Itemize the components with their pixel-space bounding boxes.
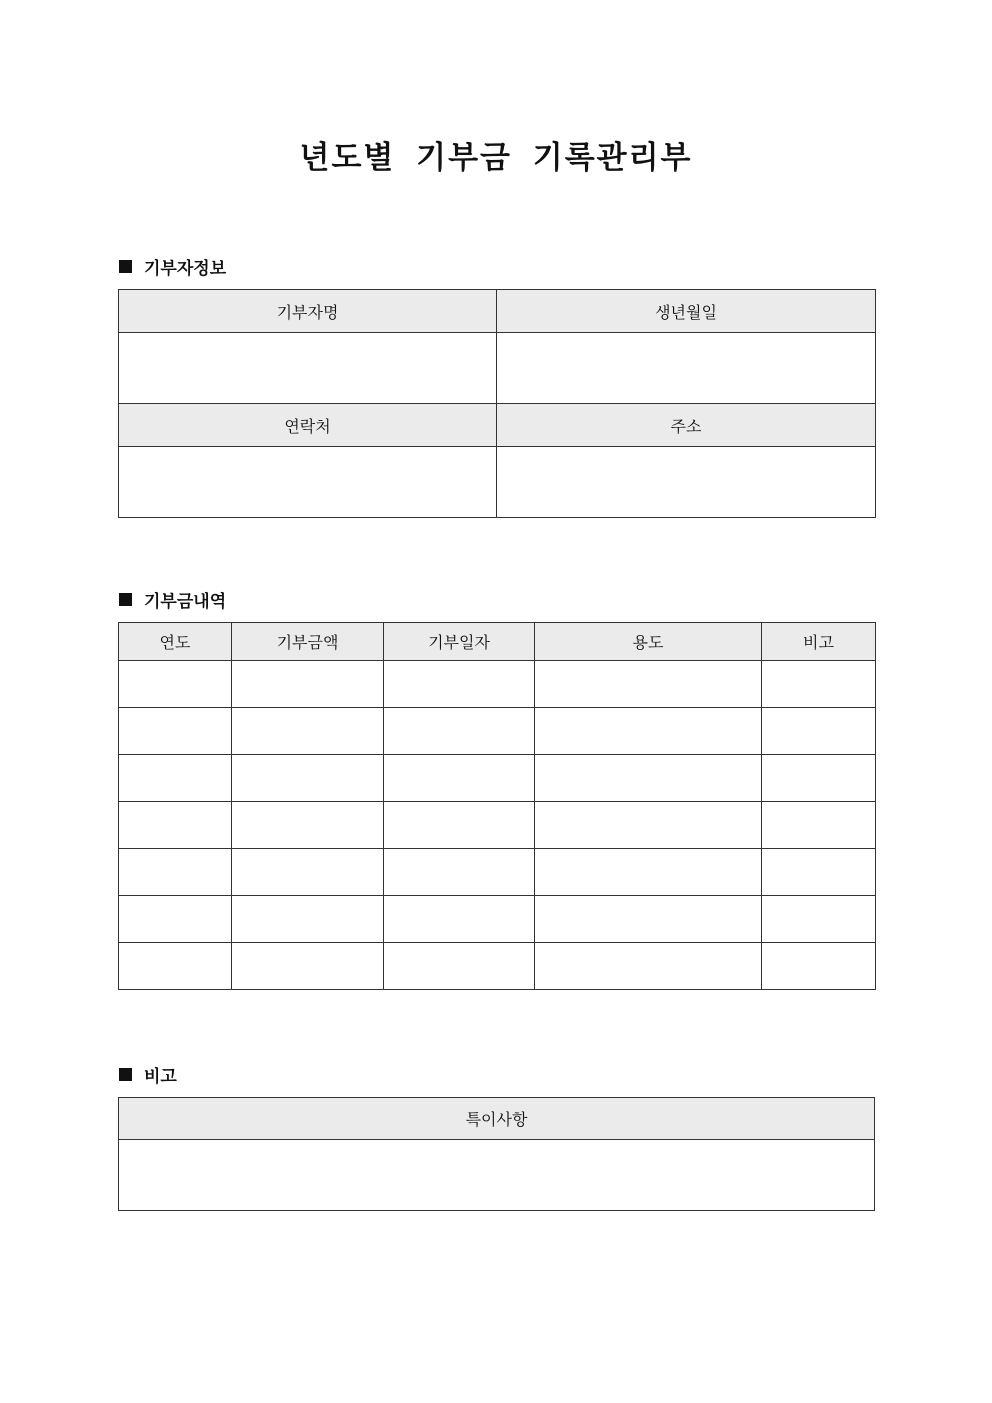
square-bullet-icon	[119, 593, 132, 606]
date-cell[interactable]	[384, 708, 535, 755]
year-cell[interactable]	[119, 802, 232, 849]
table-row	[119, 802, 876, 849]
amount-cell[interactable]	[232, 755, 384, 802]
year-cell[interactable]	[119, 661, 232, 708]
column-header-year: 연도	[119, 623, 232, 661]
purpose-cell[interactable]	[535, 708, 762, 755]
purpose-cell[interactable]	[535, 849, 762, 896]
note-cell[interactable]	[762, 896, 876, 943]
note-cell[interactable]	[762, 849, 876, 896]
year-cell[interactable]	[119, 896, 232, 943]
note-cell[interactable]	[762, 708, 876, 755]
table-row	[119, 943, 876, 990]
square-bullet-icon	[119, 1068, 132, 1081]
purpose-cell[interactable]	[535, 661, 762, 708]
square-bullet-icon	[119, 260, 132, 273]
table-row	[119, 661, 876, 708]
purpose-cell[interactable]	[535, 802, 762, 849]
label-donor-name: 기부자명	[119, 290, 497, 333]
section-heading-remarks	[119, 1062, 177, 1087]
donation-history-rows	[119, 661, 876, 990]
label-birthdate: 생년월일	[497, 290, 876, 333]
note-cell[interactable]	[762, 661, 876, 708]
amount-cell[interactable]	[232, 661, 384, 708]
note-cell[interactable]	[762, 943, 876, 990]
year-cell[interactable]	[119, 755, 232, 802]
section-heading-label: 기부금내역	[144, 592, 227, 612]
amount-cell[interactable]	[232, 849, 384, 896]
year-cell[interactable]	[119, 943, 232, 990]
section-heading-label: 비고	[144, 1067, 177, 1087]
birthdate-field[interactable]	[497, 333, 876, 404]
purpose-cell[interactable]	[535, 896, 762, 943]
amount-cell[interactable]	[232, 943, 384, 990]
amount-cell[interactable]	[232, 896, 384, 943]
address-field[interactable]	[497, 447, 876, 518]
donor-name-field[interactable]	[119, 333, 497, 404]
table-header-row	[119, 623, 876, 661]
label-contact: 연락처	[119, 404, 497, 447]
date-cell[interactable]	[384, 661, 535, 708]
amount-cell[interactable]	[232, 708, 384, 755]
purpose-cell[interactable]	[535, 755, 762, 802]
donor-info-table	[118, 289, 876, 518]
table-row	[119, 849, 876, 896]
year-cell[interactable]	[119, 849, 232, 896]
note-cell[interactable]	[762, 802, 876, 849]
date-cell[interactable]	[384, 849, 535, 896]
column-header-note: 비고	[762, 623, 876, 661]
table-row	[119, 708, 876, 755]
date-cell[interactable]	[384, 755, 535, 802]
section-heading-donation-history	[119, 587, 226, 612]
table-row	[119, 896, 876, 943]
contact-field[interactable]	[119, 447, 497, 518]
special-notes-field[interactable]	[119, 1140, 875, 1211]
section-heading-label: 기부자정보	[144, 259, 227, 279]
page-title: 년도별 기부금 기록관리부	[299, 140, 693, 176]
date-cell[interactable]	[384, 896, 535, 943]
year-cell[interactable]	[119, 708, 232, 755]
amount-cell[interactable]	[232, 802, 384, 849]
column-header-amount: 기부금액	[232, 623, 384, 661]
purpose-cell[interactable]	[535, 943, 762, 990]
label-address: 주소	[497, 404, 876, 447]
column-header-date: 기부일자	[384, 623, 535, 661]
date-cell[interactable]	[384, 802, 535, 849]
table-row	[119, 755, 876, 802]
note-cell[interactable]	[762, 755, 876, 802]
section-heading-donor-info	[119, 254, 226, 279]
column-header-purpose: 용도	[535, 623, 762, 661]
donation-history-table	[118, 622, 876, 990]
remarks-table	[118, 1097, 875, 1211]
label-special-notes: 특이사항	[119, 1098, 875, 1140]
date-cell[interactable]	[384, 943, 535, 990]
